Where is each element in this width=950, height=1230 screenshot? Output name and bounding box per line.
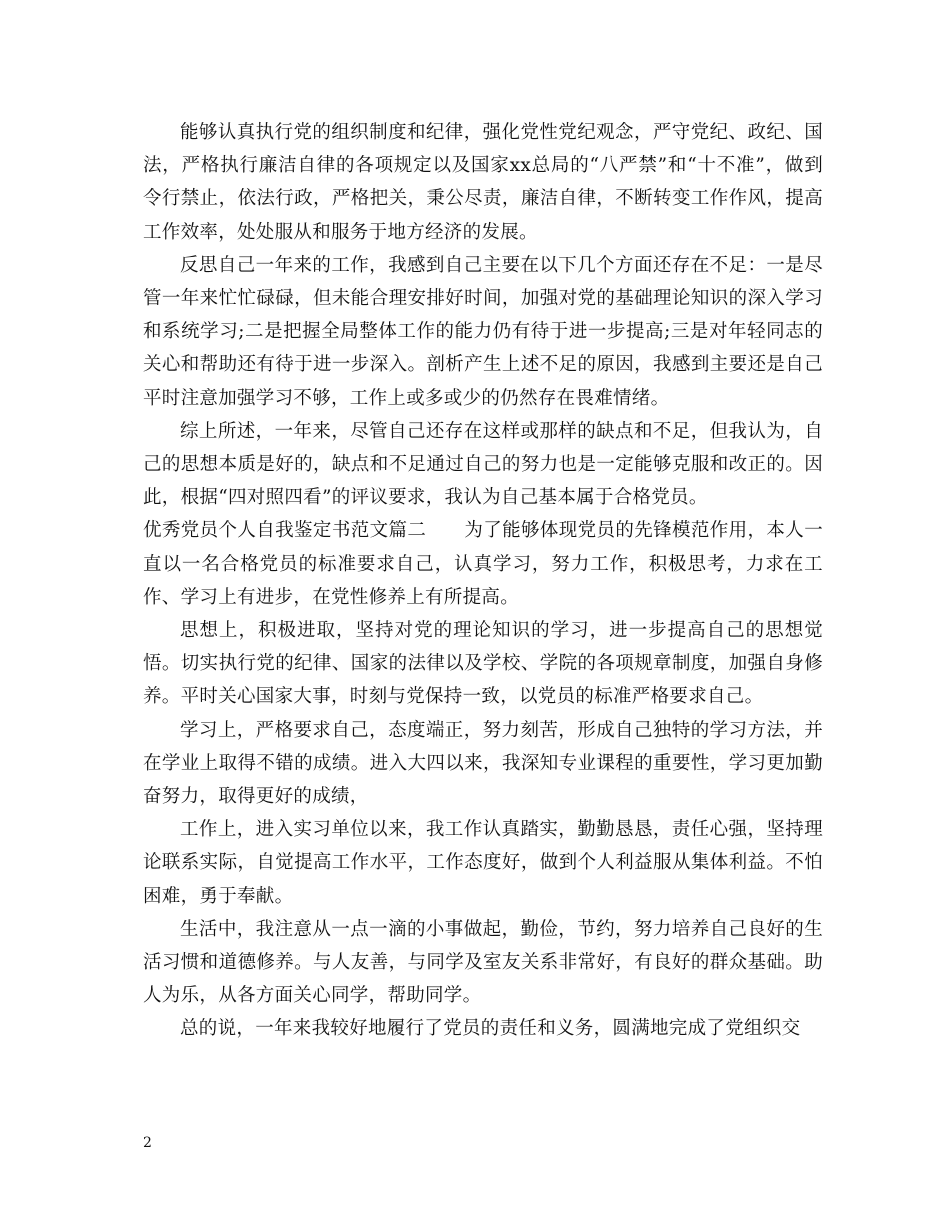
paragraph: 反思自己一年来的工作，我感到自己主要在以下几个方面还存在不足：一是尽管一年来忙忙碌碌，但未能合理安排好时间，加强对党的基础理论知识的深入学习和系统学习;二是把握全局整体工作的能力仍有待于进一步提高;三是对年轻同志的关心和帮助还有待于进一步深入。剖析产生上述不足的原因，我感到主要还是自己平时注意加强学习不够，工作上或多或少的仍然存在畏难情绪。 <box>143 254 823 409</box>
paragraph: 学习上，严格要求自己，态度端正，努力刻苦，形成自己独特的学习方法，并在学业上取得不错的成绩。进入大四以来，我深知专业课程的重要性，学习更加勤奋努力，取得更好的成绩， <box>143 719 823 808</box>
body-text <box>143 116 823 1046</box>
paragraph: 生活中，我注意从一点一滴的小事做起，勤俭，节约，努力培养自己良好的生活习惯和道德修养。与人友善，与同学及室友关系非常好，有良好的群众基础。助人为乐，从各方面关心同学，帮助同学。 <box>143 918 823 1007</box>
paragraph: 能够认真执行党的组织制度和纪律，强化党性党纪观念，严守党纪、政纪、国法，严格执行廉洁自律的各项规定以及国家xx总局的“八严禁”和“十不准”，做到令行禁止，依法行政，严格把关，秉公尽责，廉洁自律，不断转变工作作风，提高工作效率，处处服从和服务于地方经济的发展。 <box>143 122 823 243</box>
paragraph-text: 为了能够体现党员的先锋模范作用，本人一直以一名合格党员的标准要求自己，认真学习，努力工作，积极思考，力求在工作、学习上有进步，在党性修养上有所提高。 <box>143 520 823 608</box>
paragraph-with-heading <box>143 514 823 614</box>
paragraph: 总的说，一年来我较好地履行了党员的责任和义务，圆满地完成了党组织交 <box>180 1018 801 1040</box>
section-heading: 优秀党员个人自我鉴定书范文篇二 <box>143 520 427 542</box>
paragraph: 工作上，进入实习单位以来，我工作认真踏实，勤勤恳恳，责任心强，坚持理论联系实际，自觉提高工作水平，工作态度好，做到个人利益服从集体利益。不怕困难，勇于奉献。 <box>143 819 823 907</box>
paragraph: 综上所述，一年来，尽管自己还存在这样或那样的缺点和不足，但我认为，自己的思想本质是好的，缺点和不足通过自己的努力也是一定能够克服和改正的。因此，根据“四对照四看”的评议要求，我认为自己基本属于合格党员。 <box>143 420 823 509</box>
page-number: 2 <box>143 1135 152 1151</box>
paragraph: 思想上，积极进取，坚持对党的理论知识的学习，进一步提高自己的思想觉悟。切实执行党的纪律、国家的法律以及学校、学院的各项规章制度，加强自身修养。平时关心国家大事，时刻与党保持一致，以党员的标准严格要求自己。 <box>143 620 823 708</box>
